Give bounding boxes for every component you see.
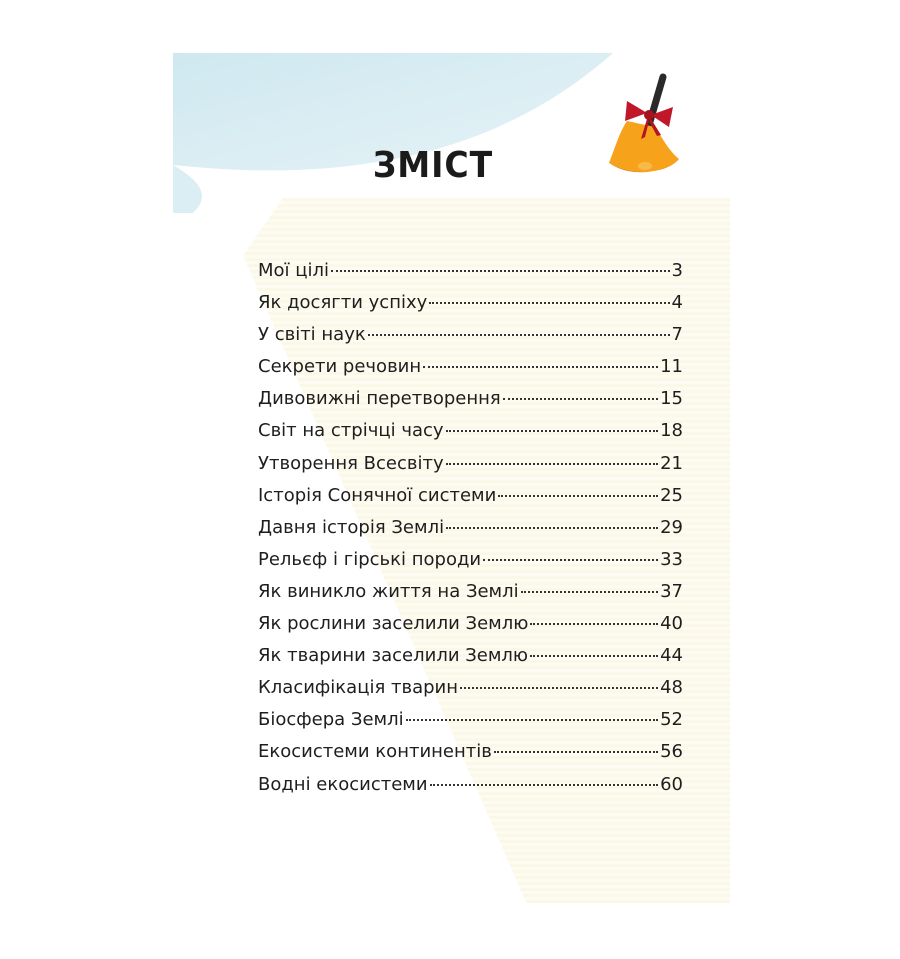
- toc-page-number: 21: [660, 452, 683, 474]
- toc-entry-label: Як тварини заселили Землю: [258, 645, 529, 667]
- toc-entry[interactable]: [258, 260, 683, 292]
- toc-page-number: 52: [660, 709, 683, 731]
- toc-page-number: 4: [671, 292, 683, 314]
- toc-entry-label: Історія Сонячної системи: [258, 484, 497, 506]
- toc-page-number: 15: [660, 388, 683, 410]
- toc-page-number: 56: [660, 741, 683, 763]
- toc-entry-label: Мої цілі: [258, 260, 330, 281]
- toc-entry[interactable]: [258, 613, 683, 645]
- toc-page-number: 44: [660, 645, 683, 667]
- toc-leader-dots: [498, 495, 658, 497]
- toc-page-number: 40: [660, 613, 683, 635]
- toc-entry-label: Давня історія Землі: [258, 516, 445, 538]
- toc-leader-dots: [530, 623, 658, 625]
- toc-leader-dots: [503, 398, 658, 400]
- toc-page-number: 48: [660, 677, 683, 699]
- book-page: [173, 53, 730, 903]
- toc-entry-label: Класифікація тварин: [258, 677, 459, 699]
- toc-entry[interactable]: [258, 453, 683, 485]
- blue-wave-decoration: [173, 53, 613, 213]
- toc-entry-label: Дивовижні перетворення: [258, 388, 501, 410]
- toc-leader-dots: [430, 784, 659, 786]
- toc-entry[interactable]: [258, 292, 683, 324]
- toc-page-number: 25: [660, 484, 683, 506]
- toc-entry-label: Утворення Всесвіту: [258, 452, 444, 474]
- toc-leader-dots: [483, 559, 658, 561]
- toc-leader-dots: [494, 751, 658, 753]
- toc-leader-dots: [446, 430, 659, 432]
- toc-leader-dots: [446, 527, 658, 529]
- toc-page-number: 33: [660, 548, 683, 570]
- toc-entry-label: Як рослини заселили Землю: [258, 613, 529, 635]
- toc-leader-dots: [406, 719, 658, 721]
- toc-page-number: 7: [671, 324, 683, 346]
- toc-leader-dots: [446, 463, 658, 465]
- toc-entry[interactable]: [258, 677, 683, 709]
- toc-entry-label: Світ на стрічці часу: [258, 420, 444, 442]
- toc-leader-dots: [423, 366, 658, 368]
- toc-leader-dots: [530, 655, 658, 657]
- page-title: ЗМІСТ: [372, 145, 494, 186]
- toc-entry-label: У світі наук: [258, 324, 366, 346]
- toc-entry[interactable]: [258, 420, 683, 452]
- toc-entry[interactable]: [258, 324, 683, 356]
- toc-entry[interactable]: [258, 645, 683, 677]
- toc-entry[interactable]: [258, 485, 683, 517]
- table-of-contents: [258, 260, 683, 806]
- toc-page-number: 60: [660, 773, 683, 795]
- toc-page-number: 37: [660, 580, 683, 602]
- toc-leader-dots: [460, 687, 658, 689]
- toc-entry-label: Біосфера Землі: [258, 709, 404, 731]
- toc-entry[interactable]: [258, 517, 683, 549]
- toc-entry-label: Екосистеми континентів: [258, 741, 492, 763]
- toc-entry-label: Секрети речовин: [258, 356, 422, 378]
- toc-page-number: 3: [671, 260, 683, 281]
- toc-entry[interactable]: [258, 549, 683, 581]
- toc-page-number: 11: [660, 356, 683, 378]
- toc-entry[interactable]: [258, 388, 683, 420]
- toc-entry-label: Водні екосистеми: [258, 773, 428, 795]
- toc-entry-label: Як досягти успіху: [258, 292, 428, 314]
- toc-page-number: 29: [660, 516, 683, 538]
- toc-leader-dots: [521, 591, 658, 593]
- toc-entry-label: Як виникло життя на Землі: [258, 580, 519, 602]
- toc-entry[interactable]: [258, 356, 683, 388]
- toc-entry[interactable]: [258, 581, 683, 613]
- toc-entry-label: Рельєф і гірські породи: [258, 548, 482, 570]
- toc-entry[interactable]: [258, 741, 683, 773]
- toc-entry[interactable]: [258, 774, 683, 806]
- toc-entry[interactable]: [258, 709, 683, 741]
- toc-leader-dots: [429, 302, 669, 304]
- toc-leader-dots: [331, 270, 670, 272]
- toc-page-number: 18: [660, 420, 683, 442]
- toc-leader-dots: [368, 334, 670, 336]
